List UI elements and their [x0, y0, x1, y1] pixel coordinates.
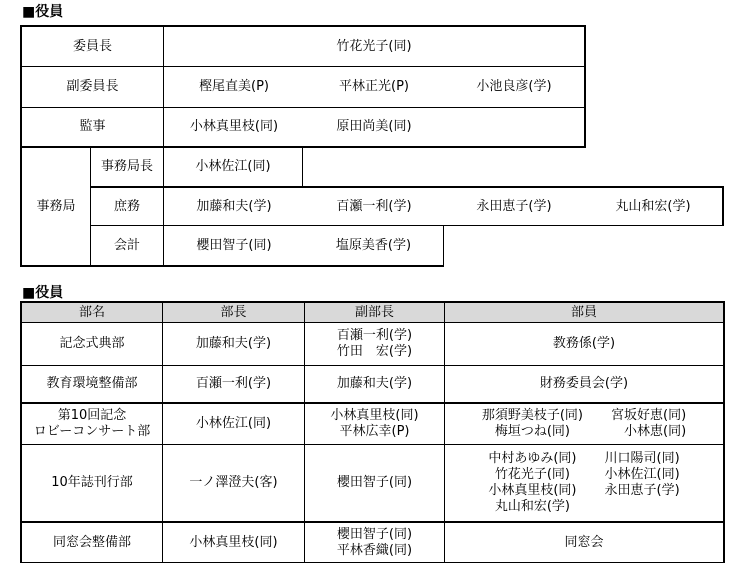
committee-chair-member: 竹花光子(同) — [336, 38, 412, 54]
vice-chair-member: 樫尾直美(P) — [199, 79, 269, 94]
dept-name: 同窓会整備部 — [52, 534, 131, 550]
general-affairs-member: 丸山和宏(学) — [615, 198, 691, 214]
rule — [20, 301, 725, 303]
general-affairs-member: 百瀬一利(学) — [336, 198, 412, 214]
dept-vice: 加藤和夫(学) — [336, 376, 413, 391]
rule — [722, 186, 724, 226]
rule — [723, 301, 725, 563]
secretariat-label: 事務局 — [36, 198, 76, 214]
member-name: 梅垣つね(同) — [494, 424, 570, 439]
header-members: 部員 — [445, 303, 723, 322]
general-affairs-member: 加藤和夫(学) — [196, 198, 272, 214]
dept-name — [22, 404, 162, 444]
vice-name: 竹田 宏(学) — [336, 344, 413, 359]
member-name: 那須野美枝子(同) — [481, 408, 583, 423]
auditor-label: 監事 — [79, 119, 106, 134]
dept-name: 10年誌刊行部 — [51, 475, 133, 490]
dept-members: 同窓会 — [564, 534, 604, 550]
general-affairs-member: 永田恵子(学) — [476, 198, 552, 214]
dept-name: 記念式典部 — [59, 336, 125, 351]
vice-name: 平林広幸(P) — [339, 424, 410, 439]
vice-chair-member: 平林正光(P) — [339, 79, 409, 94]
rule — [302, 146, 303, 187]
accounting-member: 塩原美香(学) — [335, 237, 412, 253]
dept-name: 教育環境整備部 — [46, 376, 138, 391]
header-vice: 副部長 — [305, 303, 444, 322]
vice-name: 小林真里枝(同) — [330, 408, 419, 423]
rule — [443, 225, 444, 267]
dept-members: 財務委員会(学) — [539, 376, 629, 391]
vice-chair-member: 小池良彦(学) — [476, 79, 552, 94]
secretariat-head-member: 小林佐江(同) — [195, 159, 271, 174]
vice-chair-label: 副委員長 — [66, 79, 119, 94]
member-name: 小林真里枝(同) — [488, 483, 577, 498]
header-dept: 部名 — [22, 303, 162, 322]
committee-chair-label: 委員長 — [72, 38, 112, 54]
member-name: 中村あゆみ(同) — [488, 451, 577, 466]
auditor-member: 原田尚美(同) — [336, 119, 412, 134]
general-affairs-label: 庶務 — [113, 198, 140, 214]
dept-head: 小林真里枝(同) — [189, 534, 278, 550]
auditor-member: 小林真里枝(同) — [189, 119, 279, 134]
member-name: 竹花光子(同) — [494, 467, 570, 482]
member-name: 川口陽司(同) — [604, 451, 680, 466]
accounting-label: 会計 — [113, 237, 140, 253]
section1-heading: ■役員 — [22, 4, 64, 20]
dept-vice — [305, 323, 444, 365]
dept-head: 加藤和夫(学) — [195, 336, 272, 351]
member-name: 小林恵(同) — [624, 424, 687, 439]
member-name: 小林佐江(同) — [604, 467, 680, 482]
vice-name: 櫻田智子(同) — [336, 526, 413, 542]
header-head: 部長 — [163, 303, 304, 322]
dept-vice: 櫻田智子(同) — [336, 475, 413, 490]
vice-name: 百瀬一利(学) — [336, 328, 413, 343]
rule — [20, 562, 725, 563]
dept-head: 小林佐江(同) — [195, 416, 272, 431]
member-name: 丸山和宏(学) — [494, 499, 570, 514]
dept-members — [445, 445, 723, 521]
rule — [584, 25, 586, 148]
secretariat-head-label: 事務局長 — [100, 159, 153, 174]
rule — [20, 265, 444, 267]
dept-head: 一ノ澤澄夫(客) — [189, 475, 278, 490]
section2-heading: ■役員 — [22, 285, 64, 301]
dept-members: 教務係(学) — [552, 336, 616, 351]
dept-head: 百瀬一利(学) — [195, 376, 272, 391]
member-name: 宮坂好恵(同) — [611, 408, 687, 423]
dept-name-line: 第10回記念 — [57, 408, 127, 423]
accounting-member: 櫻田智子(同) — [196, 237, 272, 253]
vice-name: 平林香織(同) — [336, 542, 413, 558]
dept-members — [445, 404, 723, 444]
dept-name-line: ロビーコンサート部 — [33, 424, 151, 439]
dept-vice — [305, 404, 444, 444]
member-name: 永田恵子(学) — [604, 483, 680, 498]
dept-vice — [305, 523, 444, 562]
